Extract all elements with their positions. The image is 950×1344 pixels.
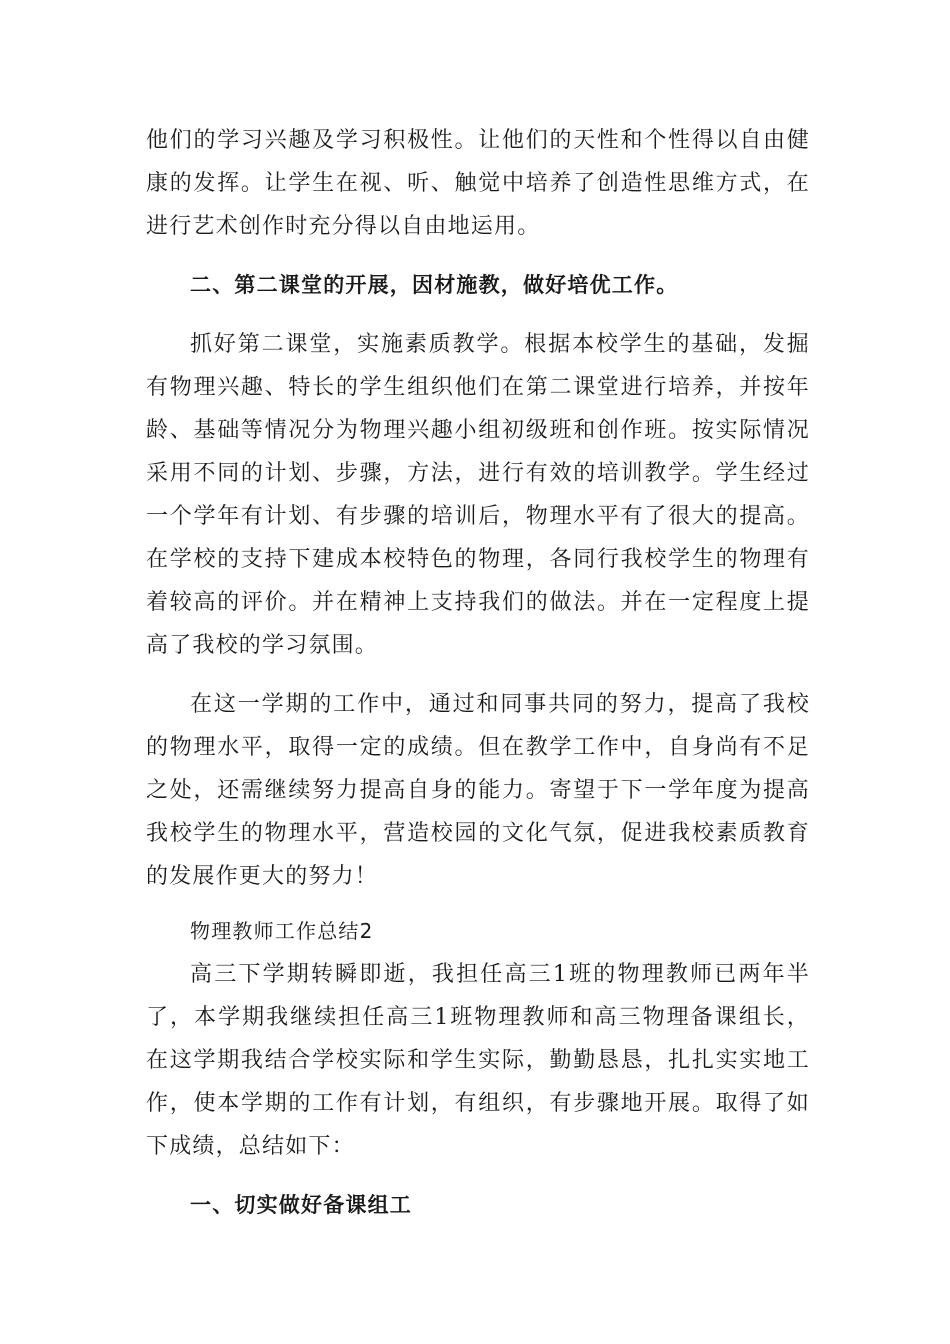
paragraph-continuation: 他们的学习兴趣及学习积极性。让他们的天性和个性得以自由健康的发挥。让学生在视、听、触觉中培养了创造性思维方式，在进行艺术创作时充分得以自由地运用。 <box>146 128 810 239</box>
paragraph-semester-summary: 在这一学期的工作中，通过和同事共同的努力，提高了我校的物理水平，取得一定的成绩。但在教学工作中，自身尚有不足之处，还需继续努力提高自身的能力。寄望于下一学年度为提高我校学生的物理水平，营造校园的文化气氛，促进我校素质教育的发展作更大的努力！ <box>146 692 810 889</box>
article-title-summary-2: 物理教师工作总结2 <box>190 919 374 943</box>
paragraph-intro-summary-2: 高三下学期转瞬即逝，我担任高三1班的物理教师已两年半了，本学期我继续担任高三1班物理教师和高三物理备课组长，在这学期我结合学校实际和学生实际，勤勤恳恳，扎扎实实地工作，使本学期的工作有计划，有组织，有步骤地开展。取得了如下成绩，总结如下： <box>146 962 810 1159</box>
section-heading-lesson-prep: 一、切实做好备课组工 <box>190 1193 412 1217</box>
document-body <box>146 119 810 1227</box>
paragraph-second-classroom: 抓好第二课堂，实施素质教学。根据本校学生的基础，发掘有物理兴趣、特长的学生组织他们在第二课堂进行培养，并按年龄、基础等情况分为物理兴趣小组初级班和创作班。按实际情况采用不同的计划、步骤，方法，进行有效的培训教学。学生经过一个学年有计划、有步骤的培训后，物理水平有了很大的提高。在学校的支持下建成本校特色的物理，各同行我校学生的物理有着较高的评价。并在精神上支持我们的做法。并在一定程度上提高了我校的学习氛围。 <box>146 332 810 658</box>
section-heading-second-classroom: 二、第二课堂的开展，因材施教，做好培优工作。 <box>190 273 679 297</box>
